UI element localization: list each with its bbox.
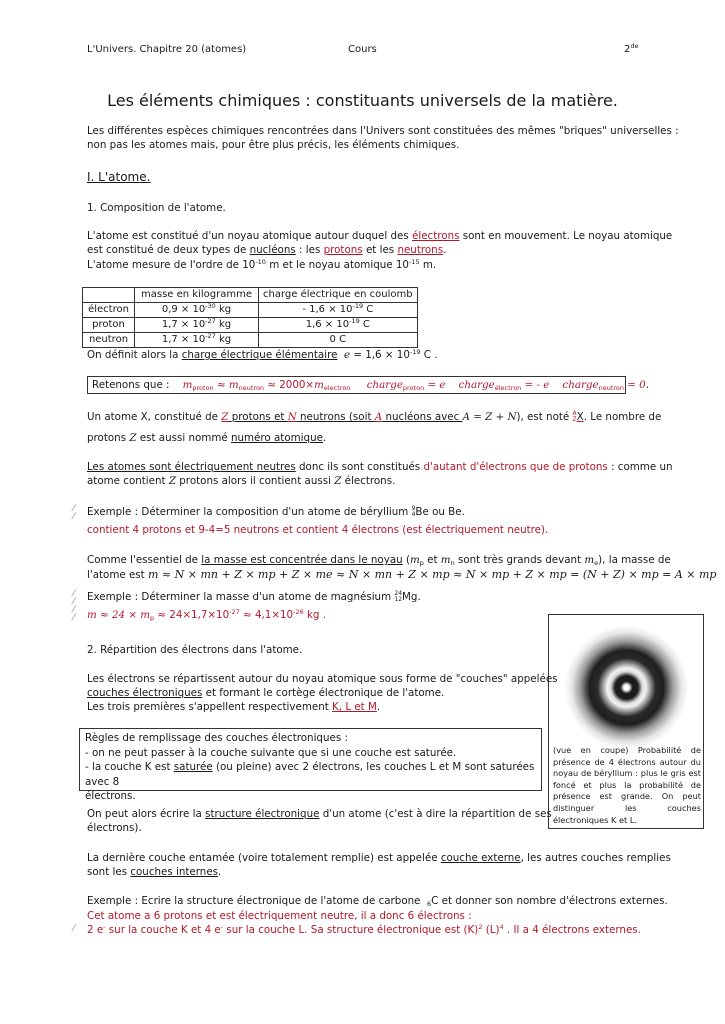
table-cell: $0,9 \times 10^{-30}$ kg	[135, 303, 259, 318]
mass-paragraph-2: l'atome est m ≈ N × mn + Z × mp + Z × me ≈ N × mn + Z × mp ≈ N × mp + Z × mp = (N + Z) × mp = A × mp	[87, 568, 717, 581]
header-right: 2de	[624, 42, 639, 55]
margin-marks: ⁄	[73, 924, 75, 934]
mass-paragraph-1: Comme l'essentiel de la masse est concentrée dans le noyau ($m_p$ et $m_n$ sont très grands devant $m_e$), la masse de	[87, 554, 671, 567]
section-heading: I. L'atome.	[87, 170, 151, 184]
answer-beryllium: contient 4 protons et 9-4=5 neutrons et contient 4 électrons (est électriquement neutre).	[87, 524, 549, 536]
key-facts-box: Retenons que : $m_{proton} \approx m_{neutron} \approx 2000\times m_{electron}$ charge$_{proton}$ = e charge$_{électron}$ = - e charge$_{neutron}$ = 0.	[87, 376, 626, 394]
notation-paragraph-2: protons Z est aussi nommé numéro atomique.	[87, 432, 327, 444]
paragraph-atom-1: L'atome est constitué d'un noyau atomique autour duquel des électrons sont en mouvement. Le noyau atomique	[87, 230, 673, 242]
table-cell: - $1,6 \times 10^{-19}$ C	[259, 303, 418, 318]
neutrality-paragraph-2: atome contient Z protons alors il contient aussi Z électrons.	[87, 475, 396, 487]
table-row	[83, 303, 418, 318]
paragraph-atom-3: L'atome mesure de l'ordre de $10^{-10}$ m et le noyau atomique $10^{-15}$ m.	[87, 258, 437, 271]
table-cell: 0 C	[259, 333, 418, 348]
table-header-row	[83, 288, 418, 303]
filling-rules-box	[79, 728, 542, 802]
table-cell	[83, 288, 135, 303]
orbital-figure	[548, 614, 704, 829]
shells-paragraph-1: Les électrons se répartissent autour du noyau atomique sous forme de "couches" appelées	[87, 673, 558, 685]
intro-line-1: Les différentes espèces chimiques rencontrées dans l'Univers sont constituées des mêmes "briques" universelles :	[87, 125, 679, 137]
table-row	[83, 318, 418, 333]
rules-line: - la couche K est saturée (ou pleine) avec 2 électrons, les couches L et M sont saturées avec 8	[85, 761, 535, 788]
shells-paragraph-3: Les trois premières s'appellent respectivement K, L et M.	[87, 701, 381, 713]
external-shell-paragraph-2: sont les couches internes.	[87, 866, 222, 878]
table-cell: $1,7 \times 10^{-27}$ kg	[135, 318, 259, 333]
table-row	[83, 333, 418, 348]
figure-caption: (vue en coupe) Probabilité de présence de 4 électrons autour du noyau de béryllium : plus le gris est foncé et plus la probabilité de présence est grande. On peut distinguer les couches électroniques K et L.	[553, 745, 701, 825]
rules-line: électrons.	[85, 790, 136, 802]
margin-marks: ⁄ ⁄ ⁄ ⁄	[73, 589, 75, 623]
example-magnesium: Exemple : Déterminer la masse d'un atome de magnésium 24 12Mg.	[87, 590, 421, 603]
header-left: L'Univers. Chapitre 20 (atomes)	[87, 44, 247, 55]
electron-probability-image	[564, 625, 689, 750]
margin-marks: ⁄ ⁄	[73, 504, 75, 522]
page-title: Les éléments chimiques : constituants universels de la matière.	[107, 91, 618, 110]
table-header: charge électrique en coulomb	[259, 288, 418, 303]
table-cell: $1,7 \times 10^{-27}$ kg	[135, 333, 259, 348]
table-cell: proton	[83, 318, 135, 333]
table-cell: $1,6 \times 10^{-19}$ C	[259, 318, 418, 333]
neutrality-paragraph-1: Les atomes sont électriquement neutres donc ils sont constitués d'autant d'électrons que de protons : comme un	[87, 461, 673, 473]
intro-line-2: non pas les atomes mais, pour être plus précis, les éléments chimiques.	[87, 139, 460, 151]
rules-line: - on ne peut passer à la couche suivante que si une couche est saturée.	[85, 746, 457, 759]
rules-line: Règles de remplissage des couches électroniques :	[85, 732, 348, 744]
header-center: Cours	[348, 44, 377, 55]
table-cell: électron	[83, 303, 135, 318]
paragraph-atom-2: est constitué de deux types de nucléons : les protons et les neutrons.	[87, 244, 447, 256]
table-cell: neutron	[83, 333, 135, 348]
charge-definition: On définit alors la charge électrique élémentaire $e = 1,6 \times 10^{-19}$ C .	[87, 348, 438, 361]
subsection-heading: 1. Composition de l'atome.	[87, 202, 226, 214]
answer-carbon-2: 2 e- sur la couche K et 4 e- sur la couche L. Sa structure électronique est $(K)^2$ $(L)^4$ . Il a 4 électrons externes.	[87, 923, 641, 936]
example-carbon: Exemple : Ecrire la structure électronique de l'atome de carbone $_6$C et donner son nombre d'électrons externes.	[87, 895, 668, 908]
shells-paragraph-2: couches électroniques et formant le cortège électronique de l'atome.	[87, 687, 445, 699]
answer-magnesium: $m \approx 24 \times m_p \approx 24\times 1,7\times 10^{-27} \approx 4,1\times 10^{-26}$ kg .	[87, 608, 326, 622]
example-beryllium: Exemple : Déterminer la composition d'un atome de béryllium 9 4Be ou Be.	[87, 505, 465, 518]
table-header: masse en kilogramme	[135, 288, 259, 303]
structure-paragraph-1: On peut alors écrire la structure électronique d'un atome (c'est à dire la répartition de ses	[87, 808, 552, 820]
notation-paragraph-1: Un atome X, constitué de Z protons et N neutrons (soit A nucléons avec A = Z + N), est noté A ZX. Le nombre de	[87, 410, 662, 423]
subsection-heading-2: 2. Répartition des électrons dans l'atome.	[87, 644, 303, 656]
external-shell-paragraph-1: La dernière couche entamée (voire totalement remplie) est appelée couche externe, les autres couches remplies	[87, 852, 671, 864]
answer-carbon-1: Cet atome a 6 protons et est électriquement neutre, il a donc 6 électrons :	[87, 910, 472, 922]
particle-table	[82, 287, 418, 348]
structure-paragraph-2: électrons).	[87, 822, 142, 834]
